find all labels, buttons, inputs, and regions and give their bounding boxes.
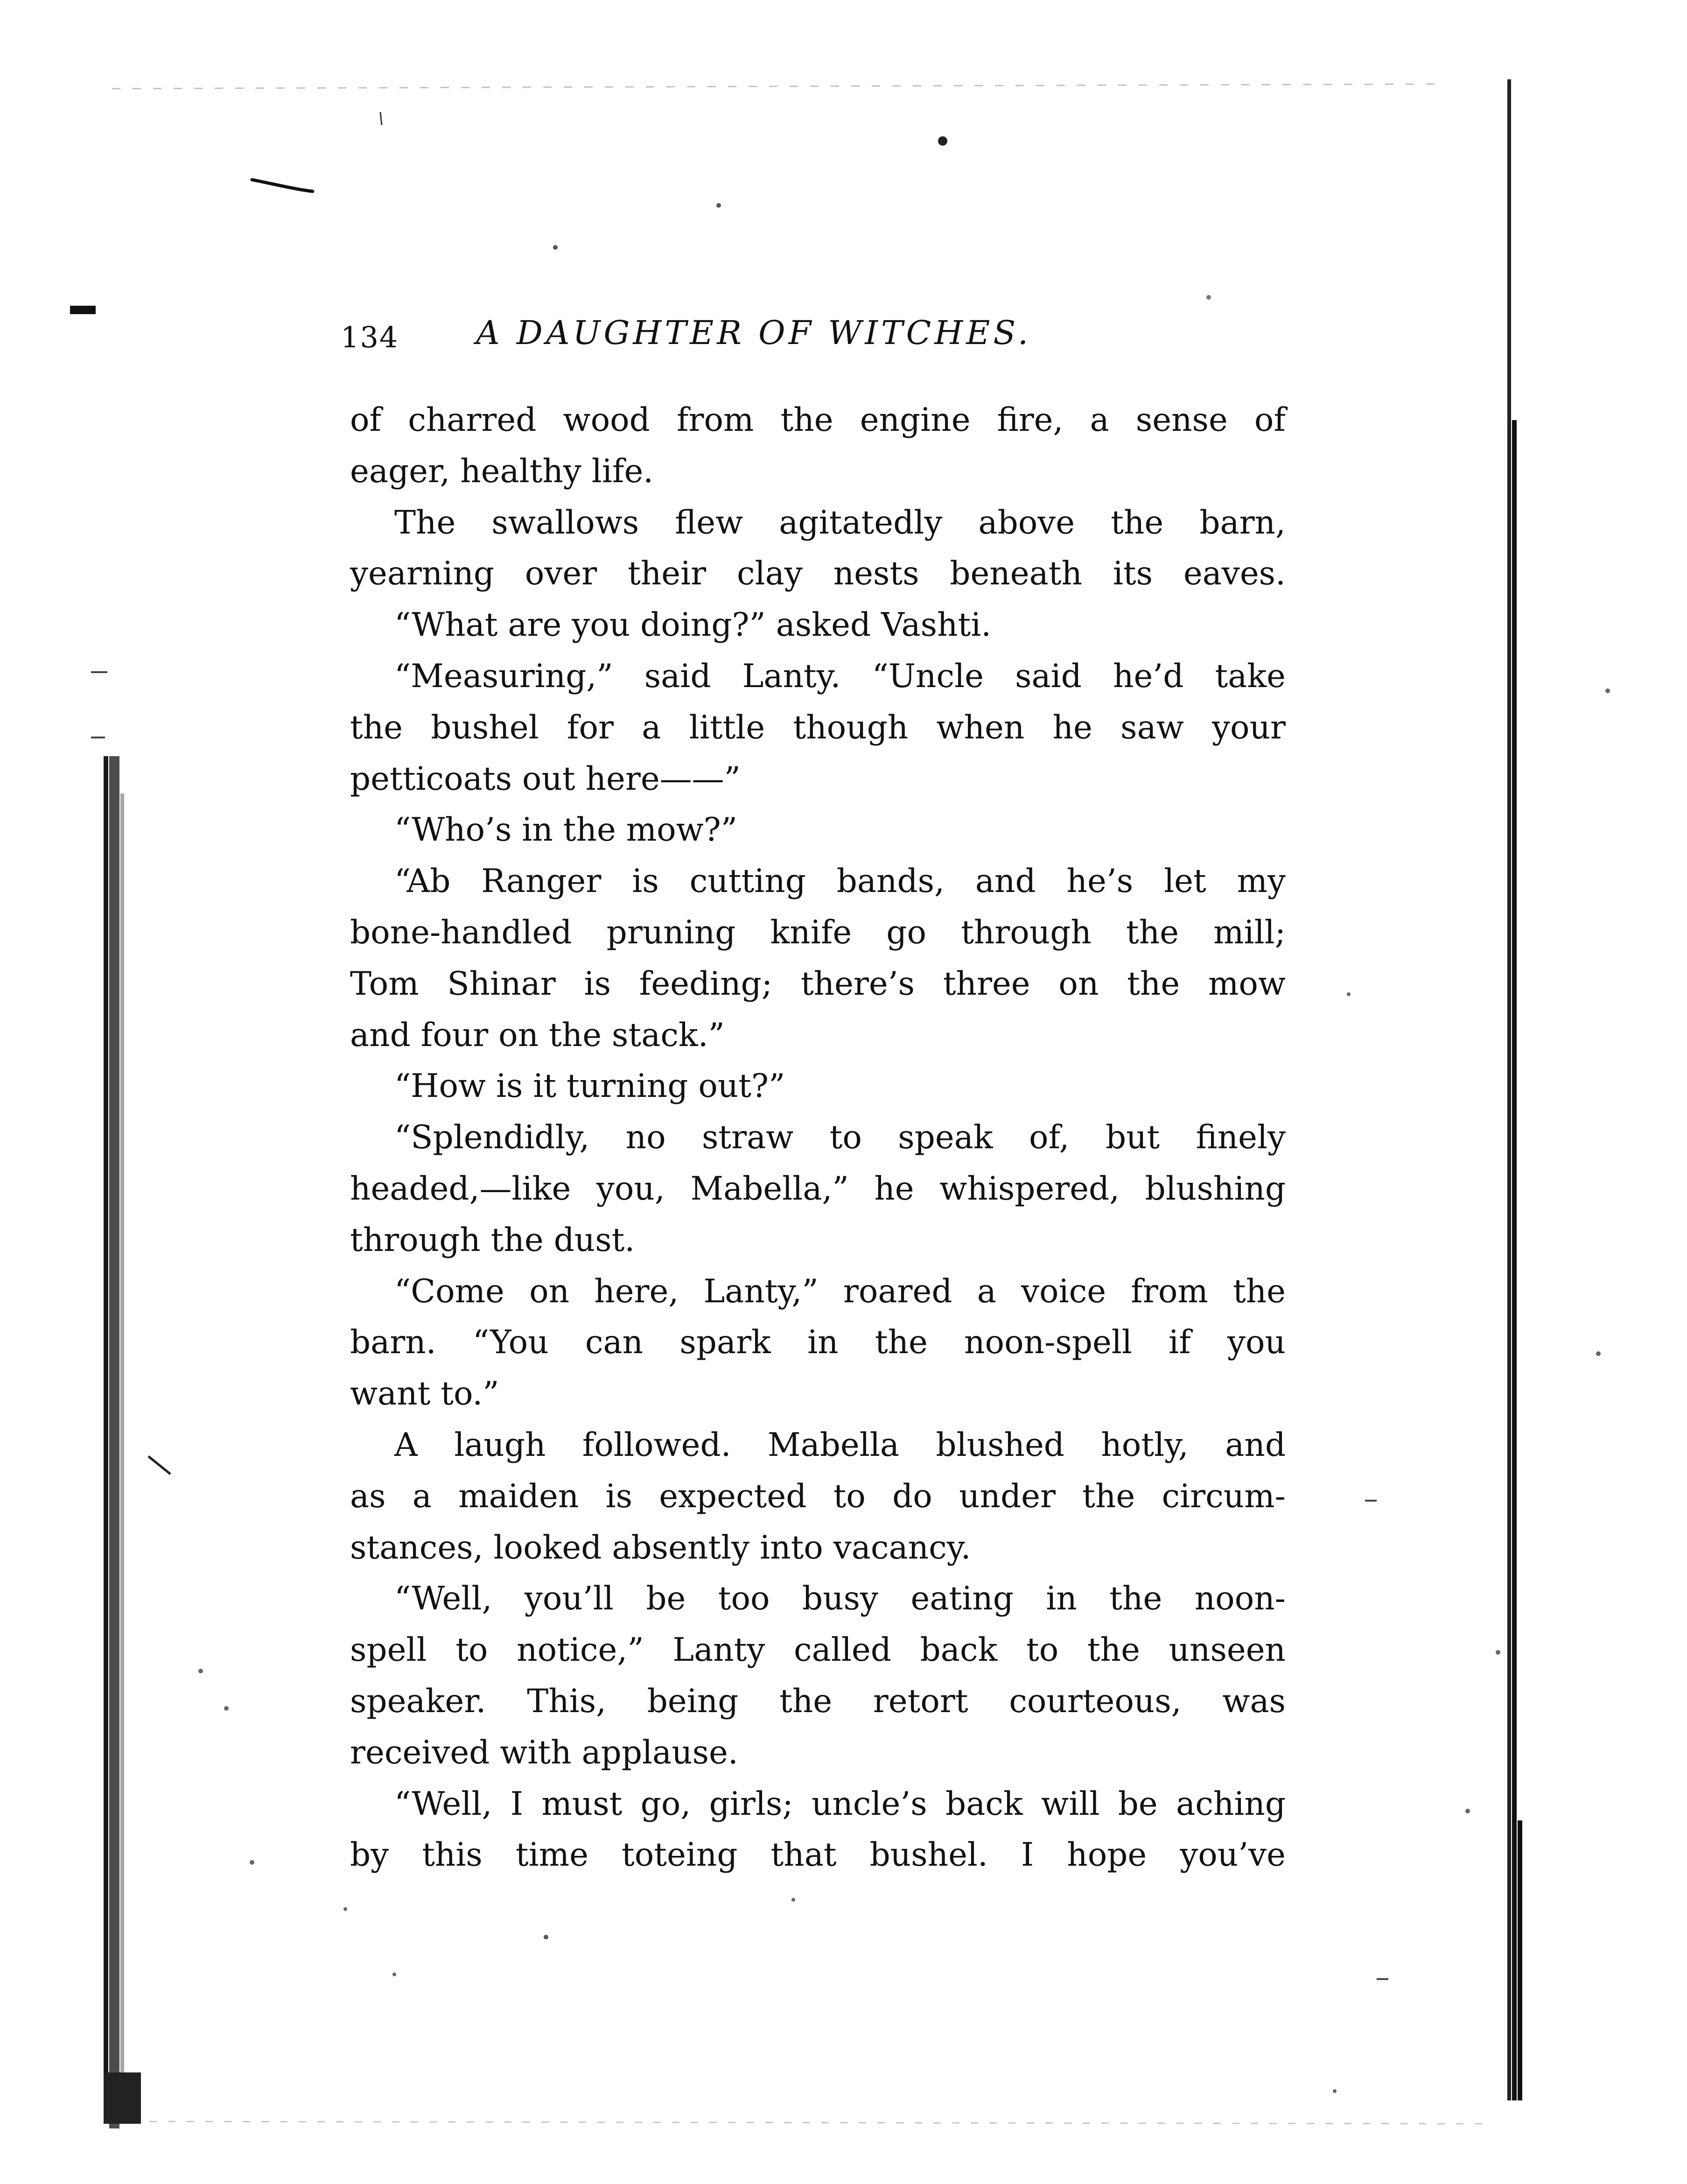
text-line: “Well, you’ll be too busy eating in the noon- <box>394 1580 1286 1618</box>
text-line: “Who’s in the mow?” <box>394 811 738 849</box>
text-line: spell to notice,” Lanty called back to the unseen <box>350 1631 1286 1669</box>
text-line: “How is it turning out?” <box>394 1067 785 1105</box>
text-line: The swallows flew agitatedly above the barn, <box>394 504 1286 541</box>
text-line: received with applause. <box>350 1734 738 1771</box>
text-line: as a maiden is expected to do under the circum- <box>350 1477 1286 1515</box>
running-header <box>341 314 1181 365</box>
text-line: “Well, I must go, girls; uncle’s back will be aching <box>394 1785 1286 1823</box>
text-line: “Measuring,” said Lanty. “Uncle said he’d take <box>394 657 1286 695</box>
text-line: “What are you doing?” asked Vashti. <box>394 606 992 644</box>
text-line: yearning over their clay nests beneath its eaves. <box>350 555 1286 593</box>
text-line: speaker. This, being the retort courteous, was <box>350 1682 1286 1720</box>
text-line: stances, looked absently into vacancy. <box>350 1529 971 1566</box>
text-line: “Splendidly, no straw to speak of, but finely <box>394 1119 1286 1157</box>
text-line: petticoats out here——” <box>350 760 741 798</box>
body-text <box>350 395 1286 1881</box>
text-line: want to.” <box>350 1375 499 1413</box>
running-title: A DAUGHTER OF WITCHES. <box>476 314 1032 352</box>
page-number: 134 <box>341 320 399 354</box>
text-line: headed,—like you, Mabella,” he whispered, blushing <box>350 1170 1286 1208</box>
text-line: eager, healthy life. <box>350 452 654 490</box>
text-line: barn. “You can spark in the noon-spell if you <box>350 1324 1286 1362</box>
text-line: by this time toteing that bushel. I hope you’ve <box>350 1836 1286 1874</box>
text-line: Tom Shinar is feeding; there’s three on the mow <box>350 965 1286 1003</box>
text-line: bone-handled pruning knife go through the mill; <box>350 913 1286 951</box>
text-line: and four on the stack.” <box>350 1016 725 1054</box>
text-line: A laugh followed. Mabella blushed hotly, and <box>394 1426 1286 1464</box>
text-line: “Ab Ranger is cutting bands, and he’s let my <box>394 863 1286 900</box>
text-line: through the dust. <box>350 1221 635 1259</box>
text-line: of charred wood from the engine fire, a sense of <box>350 401 1286 439</box>
text-line: “Come on here, Lanty,” roared a voice from the <box>394 1272 1286 1310</box>
text-line: the bushel for a little though when he saw your <box>350 709 1286 746</box>
